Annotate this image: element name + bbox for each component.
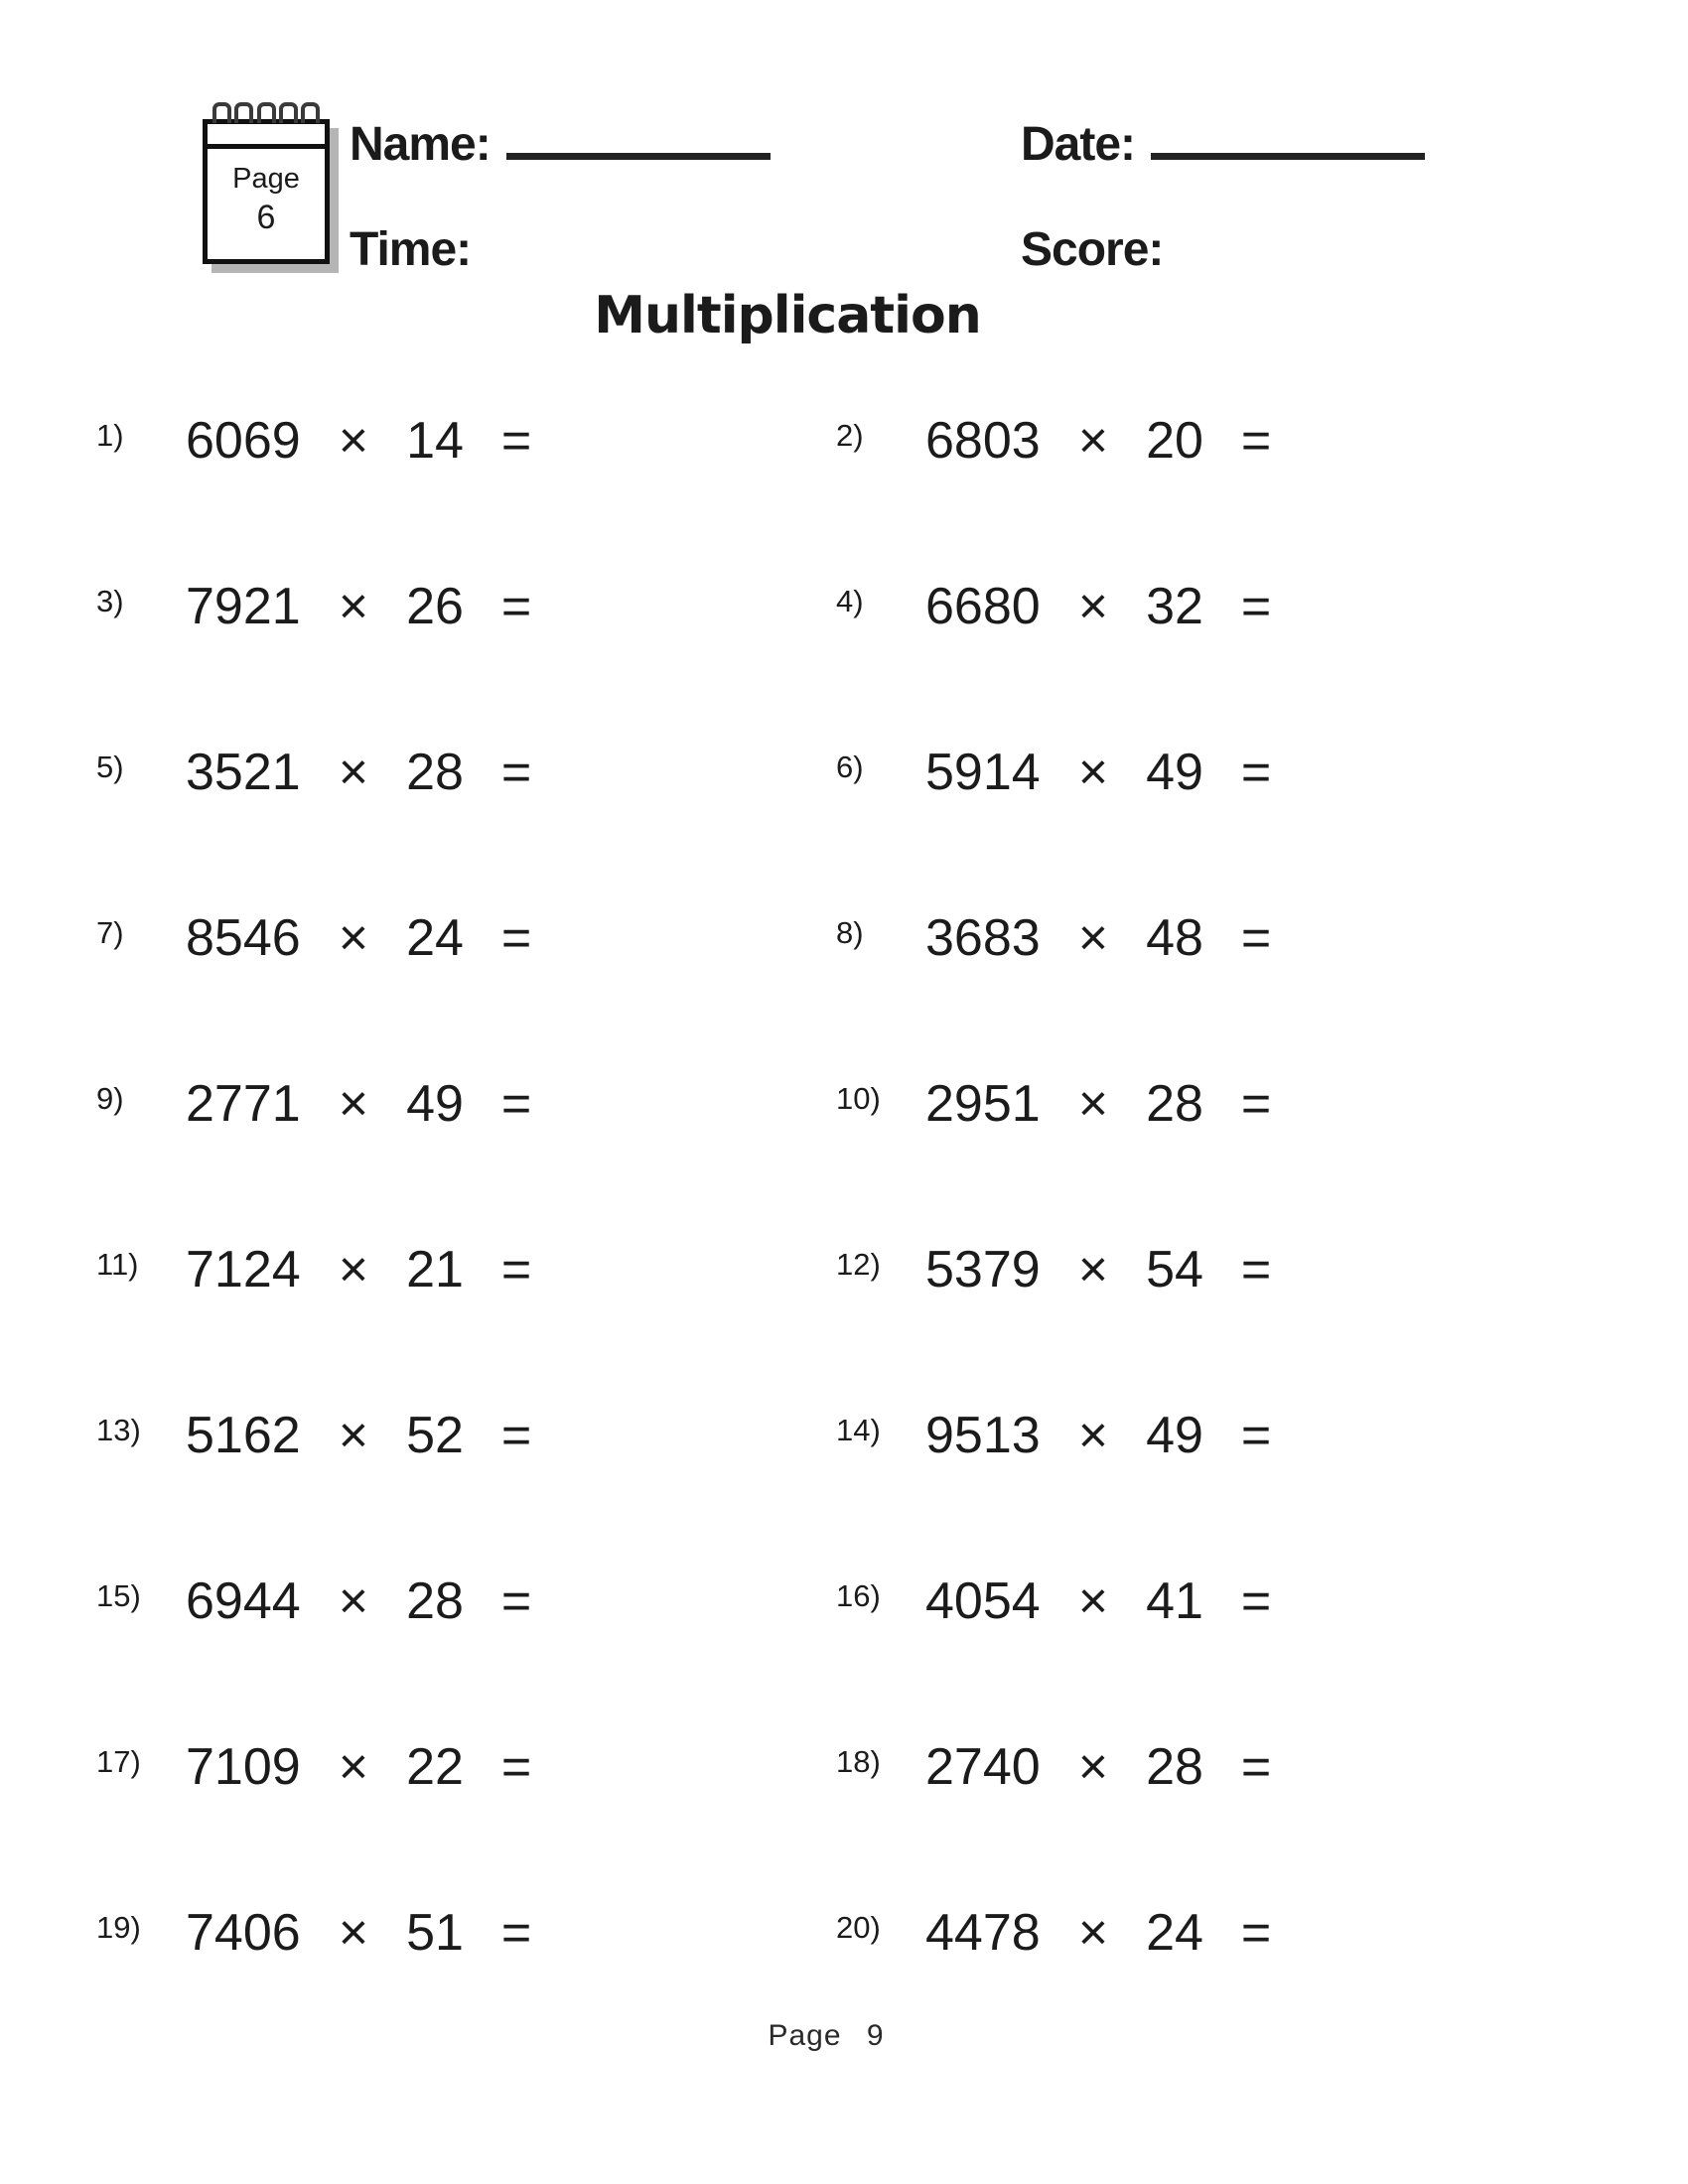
multiply-sign: × <box>338 743 369 801</box>
name-label: Name: <box>350 118 491 171</box>
equals-sign: = <box>500 1240 532 1298</box>
multiplicand: 7109 <box>186 1737 301 1796</box>
equals-sign: = <box>1240 1074 1272 1133</box>
multiplicand: 6069 <box>186 411 301 470</box>
multiplier: 49 <box>1146 1406 1203 1464</box>
multiply-sign: × <box>1077 743 1109 801</box>
multiplier: 32 <box>1146 577 1203 635</box>
problem-row <box>96 1903 836 1962</box>
multiplicand: 2951 <box>925 1074 1041 1133</box>
multiplicand: 3683 <box>925 908 1041 967</box>
multiplicand: 4054 <box>925 1571 1041 1630</box>
spiral-ring-icon <box>212 102 231 123</box>
multiplicand: 2771 <box>186 1074 301 1133</box>
multiplicand: 5162 <box>186 1406 301 1464</box>
footer-page-number: Page 9 <box>768 2019 885 2052</box>
score-label: Score: <box>1021 223 1164 276</box>
multiply-sign: × <box>338 1074 369 1133</box>
multiply-sign: × <box>338 411 369 470</box>
multiplier: 28 <box>1146 1074 1203 1133</box>
problem-expression <box>186 1903 532 1962</box>
problem-row <box>96 1406 836 1464</box>
problem-expression <box>925 1074 1272 1133</box>
equals-sign: = <box>1240 577 1272 635</box>
spiral-ring-icon <box>234 102 253 123</box>
notepad-page-number: 6 <box>256 199 276 237</box>
problem-expression <box>186 1406 532 1464</box>
multiplier: 28 <box>1146 1737 1203 1796</box>
problem-expression <box>186 411 532 470</box>
equals-sign: = <box>1240 908 1272 967</box>
multiplier: 51 <box>406 1903 464 1962</box>
multiply-sign: × <box>338 577 369 635</box>
multiplicand: 7921 <box>186 577 301 635</box>
multiplicand: 7124 <box>186 1240 301 1298</box>
problem-row <box>836 1903 1648 1962</box>
problem-expression <box>186 743 532 801</box>
problem-expression <box>925 411 1272 470</box>
multiply-sign: × <box>338 908 369 967</box>
date-underline <box>1151 117 1425 160</box>
spiral-ring-icon <box>301 102 320 123</box>
notepad-page-icon <box>203 119 330 264</box>
spiral-ring-icon <box>279 102 298 123</box>
multiplicand: 6680 <box>925 577 1041 635</box>
problem-expression <box>925 577 1272 635</box>
multiply-sign: × <box>338 1240 369 1298</box>
equals-sign: = <box>500 1406 532 1464</box>
problem-row <box>836 1074 1648 1133</box>
problem-row <box>96 1571 836 1630</box>
notepad-page-label: Page <box>232 163 300 195</box>
multiply-sign: × <box>1077 1074 1109 1133</box>
equals-sign: = <box>500 743 532 801</box>
equals-sign: = <box>1240 1240 1272 1298</box>
problem-row <box>96 1240 836 1298</box>
problem-expression <box>925 1571 1272 1630</box>
multiplicand: 3521 <box>186 743 301 801</box>
problem-row <box>836 1240 1648 1298</box>
problem-number: 1) <box>96 417 124 453</box>
problem-number: 18) <box>836 1743 881 1779</box>
multiplier: 28 <box>406 743 464 801</box>
multiplier: 14 <box>406 411 464 470</box>
problem-expression <box>186 1571 532 1630</box>
multiplicand: 9513 <box>925 1406 1041 1464</box>
multiply-sign: × <box>338 1571 369 1630</box>
problem-row <box>836 411 1648 470</box>
problem-number: 12) <box>836 1246 881 1282</box>
problem-number: 19) <box>96 1909 141 1945</box>
problem-row <box>96 908 836 967</box>
problem-expression <box>925 1406 1272 1464</box>
multiplicand: 2740 <box>925 1737 1041 1796</box>
multiplier: 54 <box>1146 1240 1203 1298</box>
equals-sign: = <box>500 1737 532 1796</box>
problem-row <box>836 908 1648 967</box>
problem-expression <box>186 1240 532 1298</box>
multiply-sign: × <box>1077 577 1109 635</box>
problem-row <box>96 743 836 801</box>
multiplier: 24 <box>1146 1903 1203 1962</box>
equals-sign: = <box>1240 743 1272 801</box>
equals-sign: = <box>1240 1737 1272 1796</box>
problem-number: 10) <box>836 1080 881 1116</box>
problem-number: 4) <box>836 583 864 618</box>
problem-number: 8) <box>836 914 864 950</box>
equals-sign: = <box>1240 411 1272 470</box>
multiplier: 20 <box>1146 411 1203 470</box>
problem-number: 5) <box>96 749 124 784</box>
equals-sign: = <box>500 908 532 967</box>
problem-expression <box>925 743 1272 801</box>
problem-row <box>96 411 836 470</box>
equals-sign: = <box>500 1571 532 1630</box>
problem-number: 15) <box>96 1577 141 1613</box>
multiply-sign: × <box>1077 1240 1109 1298</box>
problem-number: 16) <box>836 1577 881 1613</box>
problem-number: 14) <box>836 1412 881 1447</box>
problem-row <box>96 577 836 635</box>
multiplier: 28 <box>406 1571 464 1630</box>
equals-sign: = <box>1240 1406 1272 1464</box>
problem-number: 3) <box>96 583 124 618</box>
notepad-body <box>203 119 330 264</box>
multiplier: 21 <box>406 1240 464 1298</box>
multiplier: 49 <box>1146 743 1203 801</box>
equals-sign: = <box>500 1903 532 1962</box>
problem-number: 6) <box>836 749 864 784</box>
equals-sign: = <box>1240 1571 1272 1630</box>
problem-expression <box>186 908 532 967</box>
problem-number: 11) <box>96 1246 139 1282</box>
date-label: Date: <box>1021 118 1136 171</box>
problem-number: 2) <box>836 417 864 453</box>
time-label: Time: <box>350 223 472 276</box>
multiplier: 41 <box>1146 1571 1203 1630</box>
notepad-header-band <box>208 124 325 149</box>
problem-row <box>96 1737 836 1796</box>
multiplicand: 6944 <box>186 1571 301 1630</box>
multiply-sign: × <box>1077 1406 1109 1464</box>
problem-number: 17) <box>96 1743 141 1779</box>
multiplier: 26 <box>406 577 464 635</box>
multiplicand: 5914 <box>925 743 1041 801</box>
problem-expression <box>925 908 1272 967</box>
problem-row <box>836 1737 1648 1796</box>
multiplier: 48 <box>1146 908 1203 967</box>
multiplier: 49 <box>406 1074 464 1133</box>
spiral-binding <box>212 102 320 123</box>
multiply-sign: × <box>1077 1571 1109 1630</box>
multiply-sign: × <box>338 1406 369 1464</box>
problem-number: 9) <box>96 1080 124 1116</box>
problem-expression <box>186 577 532 635</box>
spiral-ring-icon <box>257 102 276 123</box>
problem-row <box>836 1571 1648 1630</box>
multiplier: 22 <box>406 1737 464 1796</box>
multiply-sign: × <box>1077 908 1109 967</box>
multiplier: 52 <box>406 1406 464 1464</box>
problem-number: 13) <box>96 1412 141 1447</box>
problem-number: 7) <box>96 914 124 950</box>
multiply-sign: × <box>1077 1737 1109 1796</box>
equals-sign: = <box>500 411 532 470</box>
multiply-sign: × <box>1077 1903 1109 1962</box>
multiply-sign: × <box>1077 411 1109 470</box>
problem-row <box>836 577 1648 635</box>
problem-expression <box>925 1903 1272 1962</box>
multiplier: 24 <box>406 908 464 967</box>
multiplicand: 6803 <box>925 411 1041 470</box>
problem-row <box>96 1074 836 1133</box>
problems-grid <box>96 357 1648 2015</box>
multiplicand: 4478 <box>925 1903 1041 1962</box>
name-underline <box>506 117 771 160</box>
problem-row <box>836 743 1648 801</box>
page-title: Multiplication <box>594 286 981 345</box>
equals-sign: = <box>1240 1903 1272 1962</box>
multiplicand: 7406 <box>186 1903 301 1962</box>
problem-expression <box>925 1240 1272 1298</box>
equals-sign: = <box>500 577 532 635</box>
problem-row <box>836 1406 1648 1464</box>
problem-expression <box>925 1737 1272 1796</box>
equals-sign: = <box>500 1074 532 1133</box>
problem-expression <box>186 1074 532 1133</box>
multiplicand: 8546 <box>186 908 301 967</box>
multiply-sign: × <box>338 1737 369 1796</box>
problem-number: 20) <box>836 1909 881 1945</box>
multiplicand: 5379 <box>925 1240 1041 1298</box>
multiply-sign: × <box>338 1903 369 1962</box>
problem-expression <box>186 1737 532 1796</box>
